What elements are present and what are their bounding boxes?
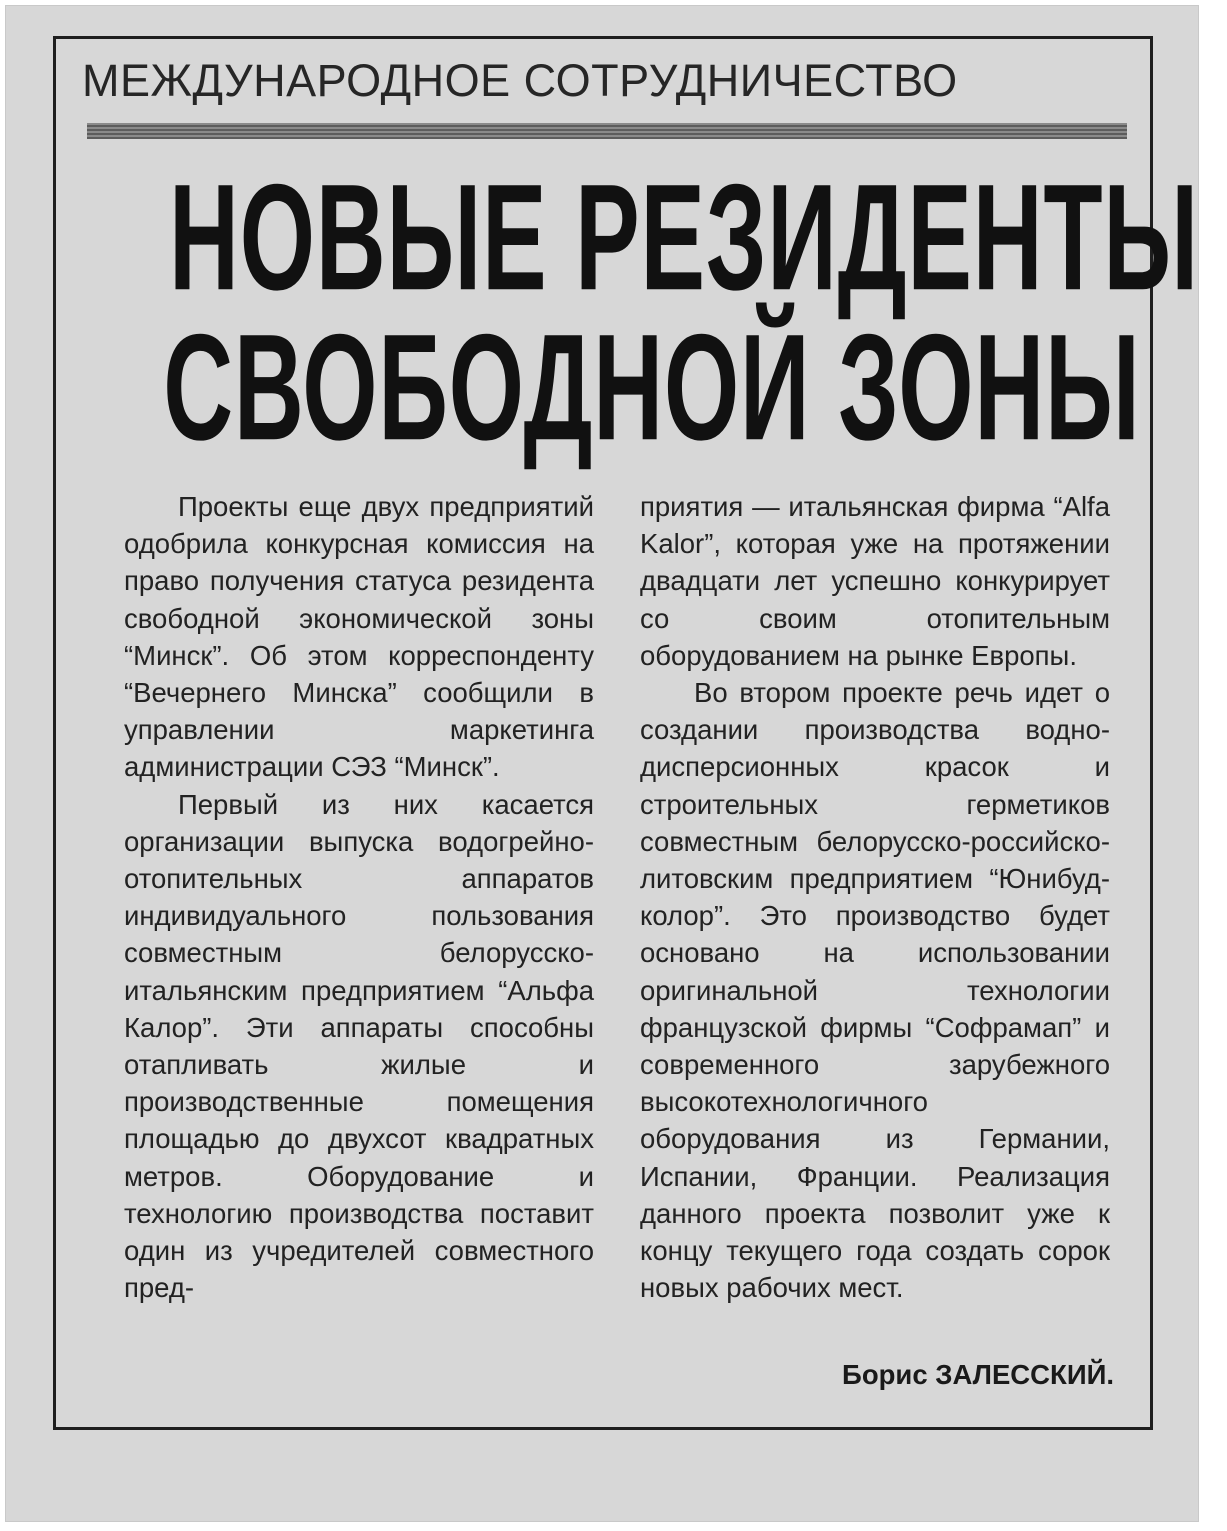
headline-line-1: НОВЫЕ РЕЗИДЕНТЫ [169, 153, 1199, 323]
section-rubric: МЕЖДУНАРОДНОЕ СОТРУДНИЧЕСТВО [82, 55, 958, 106]
rubric-rule [87, 123, 1127, 139]
author-byline: Борис ЗАЛЕССКИЙ. [842, 1359, 1114, 1390]
headline [56, 153, 1199, 473]
article-column-right [640, 488, 1110, 1306]
article-paragraph: Во втором проекте речь идет о создании производства водно-дисперсионных красок и строительных герметиков совместным белорусско-российско-литовским предприятием “Юнибуд-колор”. Это производство будет основано на использовании оригинальной технологии французской фирмы “Софрамап” и современного зарубежного высокотехнологичного оборудования из Германии, Испании, Франции. Реализация данного проекта позволит уже к концу текущего года создать сорок новых рабочих мест. [640, 677, 1110, 1304]
article-frame [53, 36, 1199, 1430]
newspaper-clipping [6, 6, 1198, 1521]
headline-line-2: СВОБОДНОЙ ЗОНЫ [163, 303, 1141, 473]
article-paragraph: приятия — итальянская фирма “Alfa Kalor”, которая уже на протяжении двадцати лет успешно конкурирует со своим отопительным оборудованием на рынке Европы. [640, 491, 1110, 671]
article-paragraph: Первый из них касается организации выпуска водогрейно-отопительных аппаратов индивидуального пользования совместным белорусско-итальянским предприятием “Альфа Калор”. Эти аппараты способны отапливать жилые и производственные помещения площадью до двухсот квадратных метров. Оборудование и технологию производства поставит один из учредителей совместного пред- [124, 788, 594, 1304]
article-column-left [124, 488, 594, 1306]
article-paragraph: Проекты еще двух предприятий одобрила конкурсная комиссия на право получения статуса резидента свободной экономической зоны “Минск”. Об этом корреспонденту “Вечернего Минска” сообщили в управлении маркетинга администрации СЭЗ “Минск”. [124, 491, 594, 783]
